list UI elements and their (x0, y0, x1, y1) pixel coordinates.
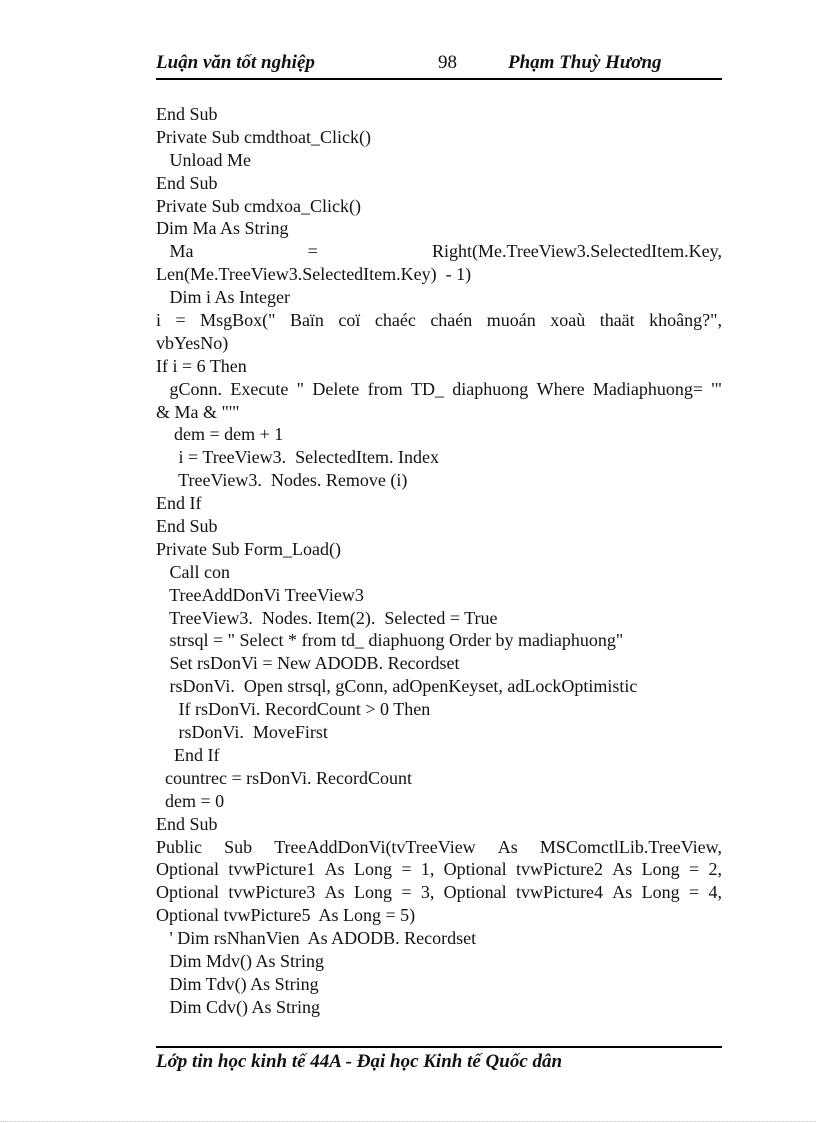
code-word: Madiaphuong= (592, 378, 704, 399)
code-line: End If (156, 493, 202, 514)
footer-text: Lớp tin học kinh tế 44A - Đại học Kinh tế Quốc dân (156, 1051, 563, 1072)
code-line: If rsDonVi. RecordCount > 0 Then (156, 699, 431, 720)
code-line: If i = 6 Then (156, 355, 247, 376)
code-word: chaén (430, 310, 473, 331)
code-word: 4, (708, 882, 722, 903)
code-line: rsDonVi. Open strsql, gConn, adOpenKeyset, adLockOptimistic (156, 676, 638, 697)
code-line: ' Dim rsNhanVien As ADODB. Recordset (156, 928, 477, 949)
code-word: TreeAddDonVi(tvTreeView (274, 836, 476, 857)
code-line: strsql = " Select * from td_ diaphuong Order by madiaphuong" (156, 630, 624, 651)
code-word: gConn. (156, 378, 223, 399)
code-word: Delete (312, 378, 360, 399)
code-word: As (324, 859, 345, 880)
code-line: TreeView3. Nodes. Remove (i) (156, 470, 408, 491)
code-word: As (497, 836, 518, 857)
page-bottom-divider (0, 1121, 816, 1122)
page-number: 98 (438, 52, 457, 73)
code-word: = (307, 241, 318, 262)
header-thesis-title: Luận văn tốt nghiệp (156, 52, 315, 73)
code-line (156, 836, 722, 859)
code-line: TreeView3. Nodes. Item(2). Selected = True (156, 607, 498, 628)
code-line: End Sub (156, 813, 218, 834)
code-word: = (688, 882, 700, 903)
code-word: tvwPicture2 (515, 859, 603, 880)
code-line: End Sub (156, 104, 218, 124)
code-word: chaéc (374, 310, 416, 331)
code-word: Sub (224, 836, 253, 857)
code-word: coï (338, 310, 361, 331)
code-word: tvwPicture1 (228, 859, 316, 880)
code-line: Dim Tdv() As String (156, 973, 319, 994)
code-line: Len(Me.TreeView3.SelectedItem.Key) - 1) (156, 264, 472, 285)
code-word: thaät (599, 310, 635, 331)
code-word: = (401, 882, 412, 903)
code-word: Optional (443, 882, 507, 903)
code-word: As (324, 882, 345, 903)
code-line: rsDonVi. MoveFirst (156, 722, 328, 743)
code-word: " (296, 378, 304, 399)
code-line: countrec = rsDonVi. RecordCount (156, 767, 413, 788)
code-line: Dim Mdv() As String (156, 950, 325, 971)
code-line: Unload Me (156, 149, 251, 170)
code-word: Ma (156, 241, 194, 262)
code-line: End Sub (156, 516, 218, 537)
code-word: MsgBox(" (200, 310, 276, 331)
code-word: Long (641, 882, 680, 903)
code-word: from (367, 378, 403, 399)
page-header (156, 52, 722, 80)
page-footer (156, 1046, 722, 1073)
code-word: 2, (708, 859, 722, 880)
code-line (156, 378, 722, 401)
code-word: = (175, 310, 186, 331)
code-word: Where (536, 378, 585, 399)
code-line: End Sub (156, 172, 218, 193)
code-word: = (688, 859, 700, 880)
code-line: Private Sub cmdxoa_Click() (156, 195, 361, 216)
code-word: Long (354, 882, 392, 903)
code-line (156, 240, 722, 263)
code-word: 1, (420, 859, 435, 880)
code-line: & Ma & "'" (156, 401, 240, 422)
code-word: tvwPicture3 (228, 882, 316, 903)
code-line (156, 881, 722, 904)
code-word: Long (354, 859, 392, 880)
code-word: i (156, 310, 162, 331)
code-line: TreeAddDonVi TreeView3 (156, 584, 364, 605)
code-word: As (612, 859, 633, 880)
code-word: tvwPicture4 (515, 882, 603, 903)
code-line: Optional tvwPicture5 As Long = 5) (156, 905, 416, 926)
code-line: dem = dem + 1 (156, 424, 284, 445)
code-line: i = TreeView3. SelectedItem. Index (156, 447, 440, 468)
code-line (156, 309, 722, 332)
code-word: Public (156, 836, 203, 857)
code-listing (156, 103, 722, 1019)
code-word: 3, (420, 882, 435, 903)
code-line: Set rsDonVi = New ADODB. Recordset (156, 653, 460, 674)
code-word: xoaù (550, 310, 586, 331)
code-line (156, 858, 722, 881)
code-word: TD_ (410, 378, 444, 399)
code-line: Private Sub Form_Load() (156, 538, 341, 559)
code-word: khoâng?", (649, 310, 722, 331)
code-word: Baïn (289, 310, 324, 331)
code-word: MSComctlLib.TreeView, (539, 836, 722, 857)
code-line: dem = 0 (156, 790, 225, 811)
code-line: Private Sub cmdthoat_Click() (156, 126, 371, 147)
header-author: Phạm Thuỳ Hương (508, 52, 662, 73)
code-line: vbYesNo) (156, 332, 229, 353)
code-line: Dim Ma As String (156, 218, 289, 239)
code-word: = (401, 859, 412, 880)
code-word: muoán (486, 310, 536, 331)
code-word: Optional (443, 859, 507, 880)
code-word: Optional (156, 882, 219, 903)
code-word: Execute (230, 378, 289, 399)
code-word: '" (711, 378, 722, 399)
code-line: Dim Cdv() As String (156, 996, 321, 1017)
code-word: Long (641, 859, 680, 880)
code-line: Call con (156, 561, 230, 582)
code-word: As (612, 882, 633, 903)
code-line: End If (156, 744, 220, 765)
code-word: Optional (156, 859, 219, 880)
code-word: diaphuong (452, 378, 529, 399)
code-line: Dim i As Integer (156, 287, 290, 308)
code-word: Right(Me.TreeView3.SelectedItem.Key, (431, 241, 722, 262)
